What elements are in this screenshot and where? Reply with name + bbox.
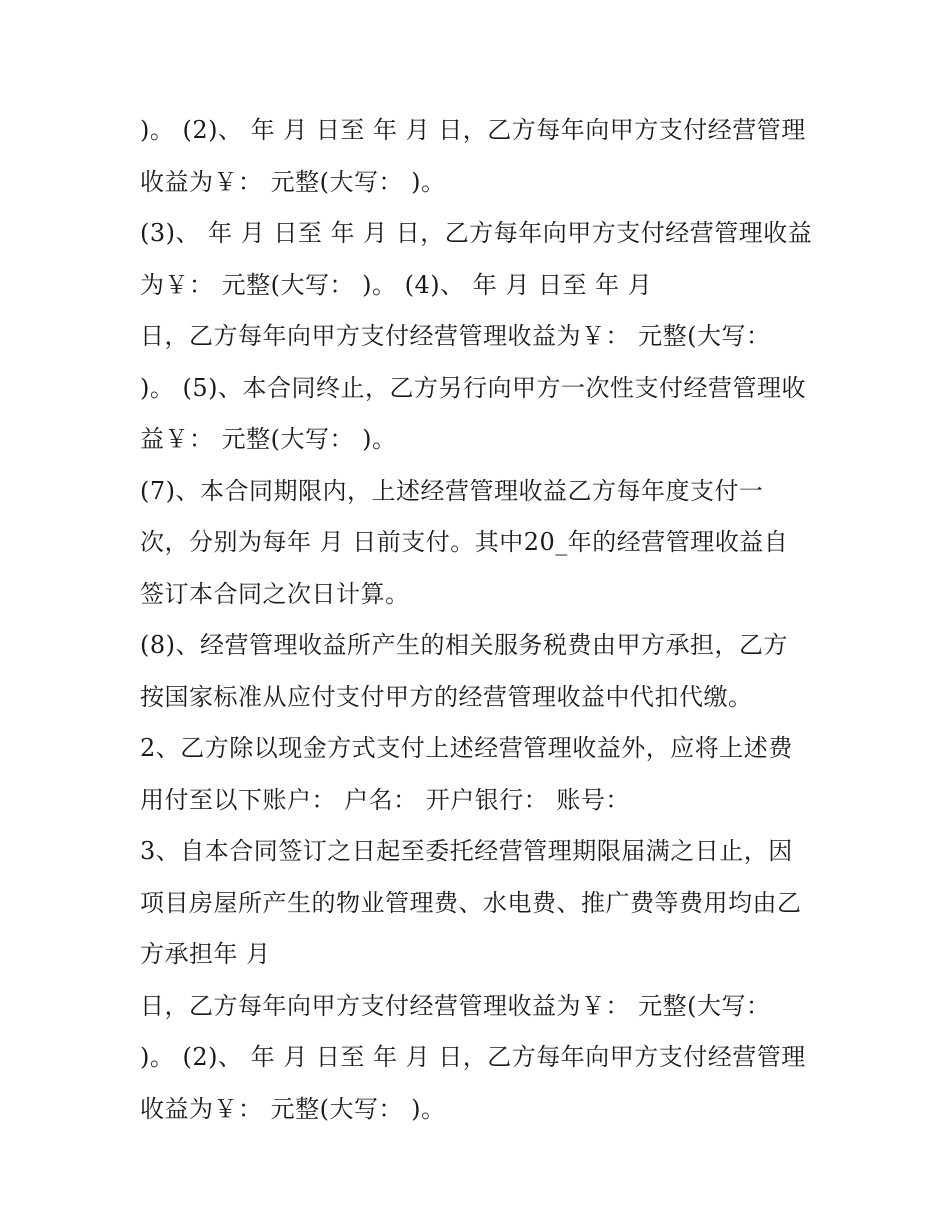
text-line: (3)、 年 月 日至 年 月 日，乙方每年向甲方支付经营管理收益: [140, 219, 813, 247]
text-line: 收益为￥： 元整(大写： )。: [140, 1094, 446, 1123]
text-line: 日，乙方每年向甲方支付经营管理收益为￥： 元整(大写：: [140, 322, 771, 350]
text-line: 2、乙方除以现金方式支付上述经营管理收益外，应将上述费: [140, 734, 793, 762]
text-line: (7)、本合同期限内，上述经营管理收益乙方每年度支付一: [140, 476, 764, 505]
text-line: 方承担年 月: [140, 940, 271, 968]
text-line: )。 (2)、 年 月 日至 年 月 日，乙方每年向甲方支付经营管理: [140, 1043, 806, 1071]
contract-text: [140, 110, 830, 1140]
text-line: 次，分别为每年 月 日前支付。其中20_年的经营管理收益自: [140, 528, 789, 556]
text-line: )。 (5)、本合同终止，乙方另行向甲方一次性支付经营管理收: [140, 373, 806, 402]
text-line: 日，乙方每年向甲方支付经营管理收益为￥： 元整(大写：: [140, 991, 771, 1020]
text-line: 3、自本合同签订之日起至委托经营管理期限届满之日止，因: [140, 837, 793, 865]
text-line: )。 (2)、 年 月 日至 年 月 日，乙方每年向甲方支付经营管理: [140, 116, 806, 144]
text-line: (8)、经营管理收益所产生的相关服务税费由甲方承担，乙方: [140, 631, 788, 659]
text-line: 益￥： 元整(大写： )。: [140, 425, 397, 453]
text-line: 签订本合同之次日计算。: [140, 579, 410, 608]
text-line: 按国家标准从应付支付甲方的经营管理收益中代扣代缴。: [140, 682, 753, 711]
text-line: 用付至以下账户： 户名： 开户银行： 账号：: [140, 785, 630, 814]
text-line: 为￥： 元整(大写： )。 (4)、 年 月 日至 年 月: [140, 270, 653, 299]
text-line: 收益为￥： 元整(大写： )。: [140, 167, 446, 196]
text-line: 项目房屋所产生的物业管理费、水电费、推广费等费用均由乙: [140, 888, 802, 917]
